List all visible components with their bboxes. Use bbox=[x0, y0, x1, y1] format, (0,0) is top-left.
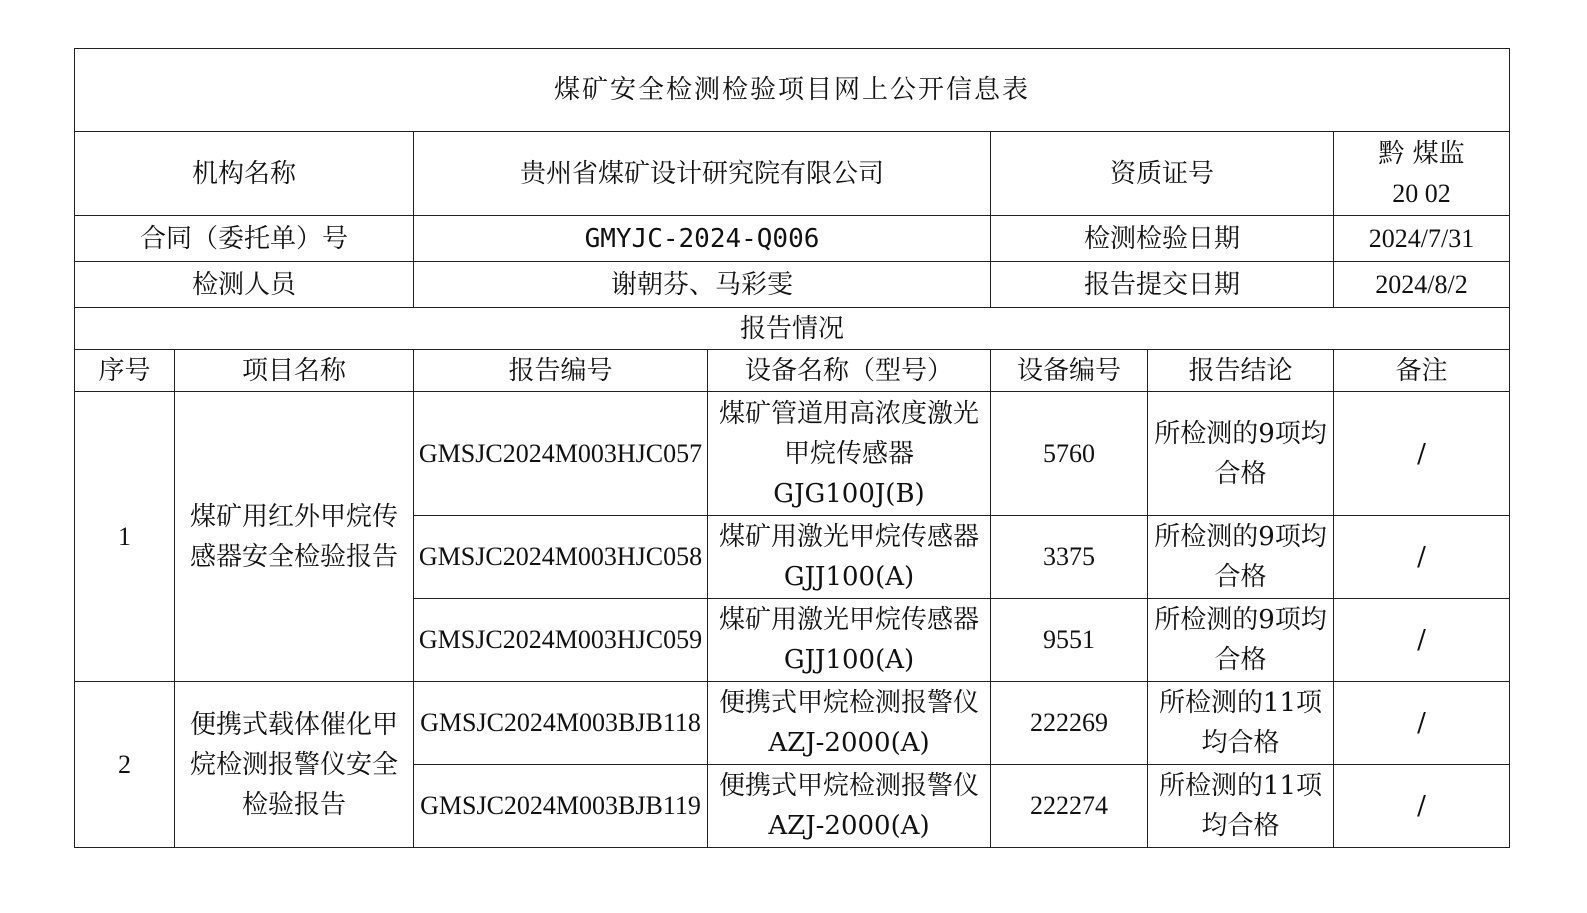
device-name: 便携式甲烷检测报警仪AZJ-2000(A) bbox=[708, 765, 991, 848]
page-title: 煤矿安全检测检验项目网上公开信息表 bbox=[75, 49, 1510, 132]
header-project: 项目名称 bbox=[175, 350, 414, 392]
device-no: 3375 bbox=[991, 516, 1148, 599]
conclusion: 所检测的11项均合格 bbox=[1148, 765, 1334, 848]
project-name: 煤矿用红外甲烷传感器安全检验报告 bbox=[175, 392, 414, 682]
org-label: 机构名称 bbox=[75, 132, 414, 216]
device-name: 煤矿用激光甲烷传感器GJJ100(A) bbox=[708, 516, 991, 599]
header-report-no: 报告编号 bbox=[414, 350, 708, 392]
device-no: 5760 bbox=[991, 392, 1148, 516]
conclusion: 所检测的9项均合格 bbox=[1148, 392, 1334, 516]
remark: / bbox=[1334, 392, 1510, 516]
device-no: 222274 bbox=[991, 765, 1148, 848]
report-no: GMSJC2024M003HJC059 bbox=[414, 599, 708, 682]
device-name: 煤矿管道用高浓度激光甲烷传感器GJG100J(B) bbox=[708, 392, 991, 516]
conclusion: 所检测的9项均合格 bbox=[1148, 516, 1334, 599]
cert-value-line2: 20 02 bbox=[1392, 178, 1451, 208]
project-name: 便携式载体催化甲烷检测报警仪安全检验报告 bbox=[175, 682, 414, 848]
cert-value-line1: 黔 煤监 bbox=[1378, 138, 1465, 169]
test-date-value: 2024/7/31 bbox=[1334, 216, 1510, 262]
device-name: 便携式甲烷检测报警仪AZJ-2000(A) bbox=[708, 682, 991, 765]
staff-value: 谢朝芬、马彩雯 bbox=[414, 262, 991, 308]
contract-label: 合同（委托单）号 bbox=[75, 216, 414, 262]
remark: / bbox=[1334, 765, 1510, 848]
header-device-no: 设备编号 bbox=[991, 350, 1148, 392]
device-no: 222269 bbox=[991, 682, 1148, 765]
test-date-label: 检测检验日期 bbox=[991, 216, 1334, 262]
org-value: 贵州省煤矿设计研究院有限公司 bbox=[414, 132, 991, 216]
device-name: 煤矿用激光甲烷传感器GJJ100(A) bbox=[708, 599, 991, 682]
remark: / bbox=[1334, 599, 1510, 682]
staff-label: 检测人员 bbox=[75, 262, 414, 308]
contract-value: GMYJC-2024-Q006 bbox=[414, 216, 991, 262]
header-no: 序号 bbox=[75, 350, 175, 392]
table-row bbox=[75, 392, 1510, 516]
row-no: 1 bbox=[75, 392, 175, 682]
report-no: GMSJC2024M003HJC057 bbox=[414, 392, 708, 516]
report-date-value: 2024/8/2 bbox=[1334, 262, 1510, 308]
report-no: GMSJC2024M003BJB119 bbox=[414, 765, 708, 848]
header-remark: 备注 bbox=[1334, 350, 1510, 392]
report-no: GMSJC2024M003HJC058 bbox=[414, 516, 708, 599]
report-date-label: 报告提交日期 bbox=[991, 262, 1334, 308]
remark: / bbox=[1334, 516, 1510, 599]
row-no: 2 bbox=[75, 682, 175, 848]
remark: / bbox=[1334, 682, 1510, 765]
device-no: 9551 bbox=[991, 599, 1148, 682]
cert-label: 资质证号 bbox=[991, 132, 1334, 216]
info-table bbox=[74, 48, 1510, 848]
header-device: 设备名称（型号） bbox=[708, 350, 991, 392]
table-row bbox=[75, 682, 1510, 765]
section-heading: 报告情况 bbox=[75, 308, 1510, 350]
report-no: GMSJC2024M003BJB118 bbox=[414, 682, 708, 765]
cert-value bbox=[1334, 132, 1510, 216]
conclusion: 所检测的11项均合格 bbox=[1148, 682, 1334, 765]
conclusion: 所检测的9项均合格 bbox=[1148, 599, 1334, 682]
header-conclusion: 报告结论 bbox=[1148, 350, 1334, 392]
